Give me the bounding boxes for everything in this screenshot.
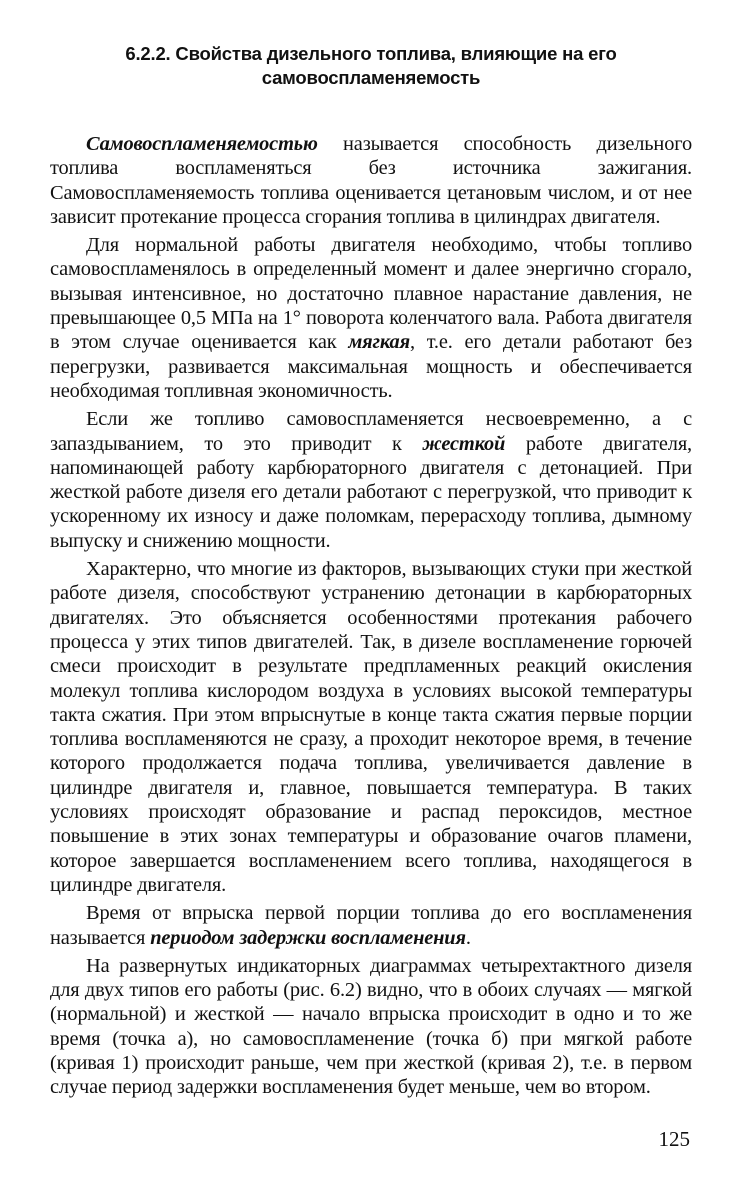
page-number: 125 <box>658 1127 690 1151</box>
paragraph-3-text-a: Если же топливо самовоспламеняется несвоевременно, а с запаздыванием, то это приводит к <box>50 408 692 455</box>
paragraph-1 <box>50 132 692 229</box>
section-heading-line-2: самовоспламеняемость <box>261 67 481 88</box>
paragraph-6: На развернутых индикаторных диаграммах четырехтактного дизеля для двух типов его работы (рис. 6.2) видно, что в обоих случаях — мягкой (нормальной) и жесткой — начало впрыска происходит в одно и то же время (точка а), но самовоспламенение (точка б) при мягкой работе (кривая 1) происходит раньше, чем при жесткой (кривая 2), т.е. в первом случае период задержки воспламенения будет меньше, чем во втором. <box>50 954 692 1099</box>
paragraph-1-text: называется способность дизельного топлива воспламеняться без источника зажигания. Самовоспламеняемость топлива оценивается цетановым числом, и от нее зависит протекание процесса сгорания топлива в цилиндрах двигателя. <box>50 133 692 228</box>
paragraph-2-text-b: , т.е. его детали работают без перегрузки, развивается максимальная мощность и обеспечивается необходимая топливная экономичность. <box>50 331 692 402</box>
paragraph-3-text-b: работе двигателя, напоминающей работу карбюраторного двигателя с детонацией. При жесткой работе дизеля его детали работают с перегрузкой, что приводит к ускоренному их износу и даже поломкам, перерасходу топлива, дымному выпуску и снижению мощности. <box>50 432 692 552</box>
paragraph-5-text-a: Время от впрыска первой порции топлива до его воспламенения называется <box>50 902 692 949</box>
document-page <box>50 42 692 1104</box>
paragraph-5-text-b: . <box>465 926 471 949</box>
section-heading <box>50 42 692 90</box>
term-self-ignition: Самовоспламеняемостью <box>86 133 318 155</box>
paragraph-5 <box>50 901 692 950</box>
term-ignition-delay: периодом задержки воспламенения <box>150 926 466 949</box>
term-hard: жесткой <box>422 432 506 455</box>
paragraph-2-text-a: Для нормальной работы двигателя необходимо, чтобы топливо самовоспламенялось в определенный момент и далее энергично сгорало, вызывая интенсивное, но достаточно плавное нарастание давления, не превышающее 0,5 МПа на 1° поворота коленчатого вала. Работа двигателя в этом случае оценивается как <box>50 234 692 354</box>
paragraph-4: Характерно, что многие из факторов, вызывающих стуки при жесткой работе дизеля, способствуют устранению детонации в карбюраторных двигателях. Это объясняется особенностями протекания рабочего процесса у этих типов двигателей. Так, в дизеле воспламенение горючей смеси происходит в результате предпламенных реакций окисления молекул топлива кислородом воздуха в условиях высокой температуры такта сжатия. При этом впрыснутые в конце такта сжатия первые порции топлива воспламеняются не сразу, а проходит некоторое время, в течение которого продолжается подача топлива, увеличивается давление в цилиндре двигателя и, главное, повышается температура. В таких условиях происходят образование и распад пероксидов, местное повышение в этих зонах температуры и образование очагов пламени, которое завершается воспламенением всего топлива, находящегося в цилиндре двигателя. <box>50 558 692 896</box>
paragraph-2 <box>50 233 692 403</box>
section-heading-line-1: 6.2.2. Свойства дизельного топлива, влияющие на его <box>125 43 617 64</box>
term-soft: мягкая <box>348 331 410 354</box>
paragraph-3 <box>50 407 692 553</box>
